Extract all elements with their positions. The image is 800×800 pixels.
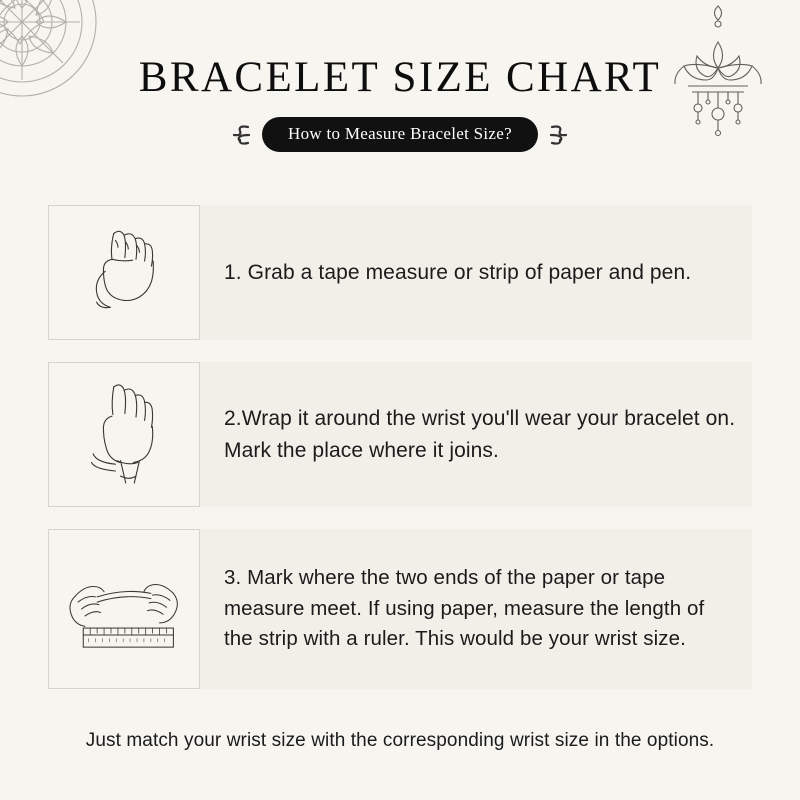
footer-note: Just match your wrist size with the corresponding wrist size in the options. — [85, 730, 715, 751]
flourish-icon — [548, 122, 578, 148]
step-text: 2.Wrap it around the wrist you'll wear your bracelet on. Mark the place where it joins. — [224, 406, 736, 462]
subtitle-row — [0, 117, 800, 152]
list-item — [48, 205, 752, 340]
steps-list — [0, 205, 800, 711]
list-item — [48, 362, 752, 507]
step-text: 3. Mark where the two ends of the paper or tape measure meet. If using paper, measure the length of the strip with a ruler. This would be your wrist size. — [224, 565, 705, 651]
hand-fist-with-tape-illustration — [48, 205, 200, 340]
list-item — [48, 529, 752, 689]
hands-measuring-strip-with-ruler-illustration — [48, 529, 200, 689]
page-title: BRACELET SIZE CHART — [138, 54, 662, 101]
step-text: 1. Grab a tape measure or strip of paper and pen. — [224, 260, 692, 284]
hand-wrapping-tape-around-wrist-illustration — [48, 362, 200, 507]
flourish-icon — [222, 122, 252, 148]
subtitle-badge: How to Measure Bracelet Size? — [262, 117, 538, 152]
page-header — [0, 54, 800, 152]
